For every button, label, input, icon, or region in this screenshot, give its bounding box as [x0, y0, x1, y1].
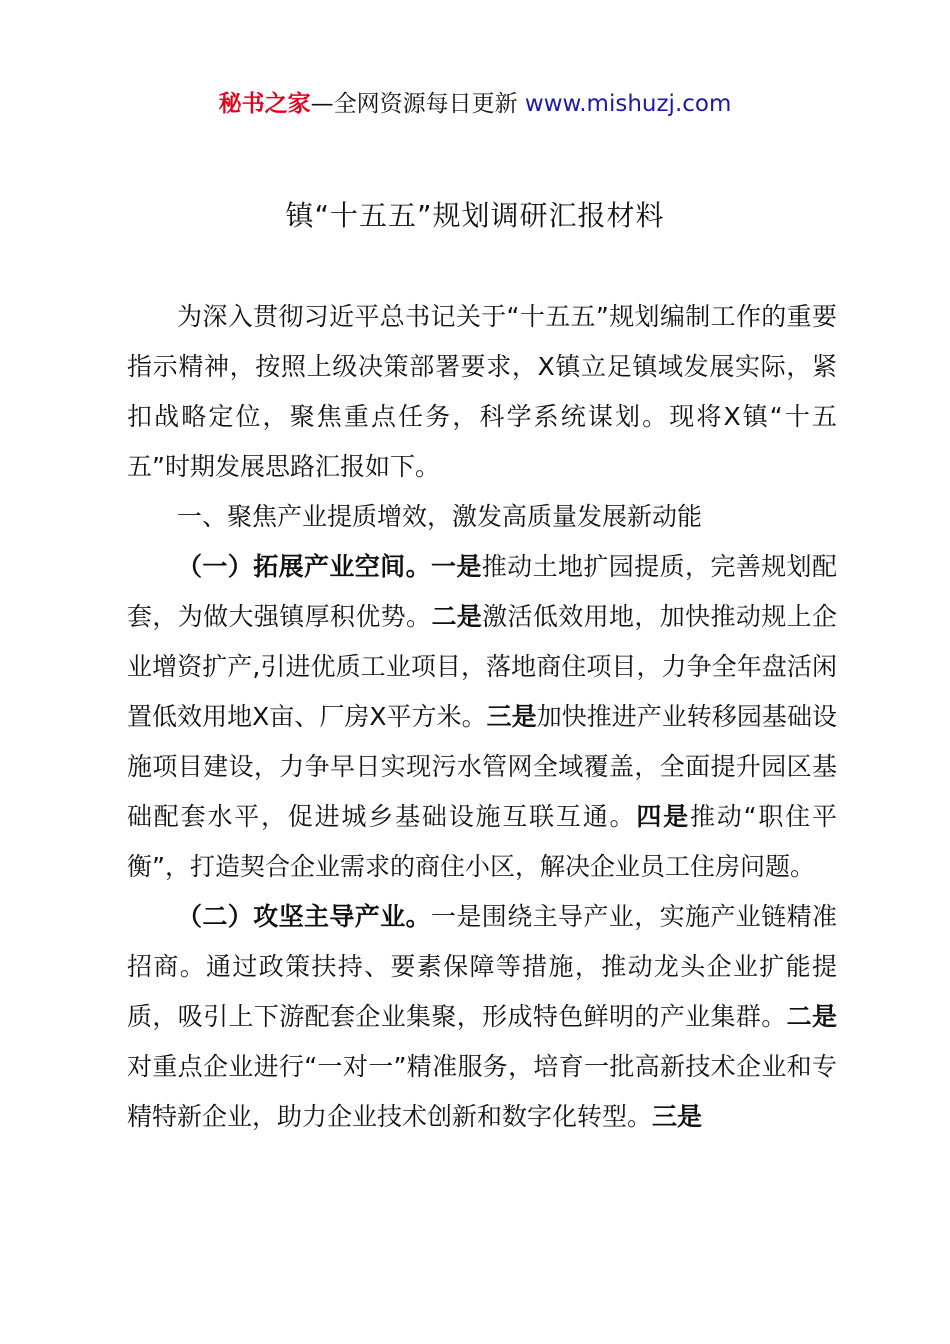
subsection-2-paragraph: [127, 892, 837, 1142]
section-heading: 一、聚焦产业提质增效，激发高质量发展新动能: [177, 502, 703, 531]
point-text: 加快推进产业转移园基础设施项目建设，力争早日实现污水管网全域覆盖，全面提升园区基础配套水平，促进城乡基础设施互联互通。: [127, 702, 837, 831]
point-marker: 三是: [652, 1102, 703, 1131]
point-text: 推动“职住平衡”，打造契合企业需求的商住小区，解决企业员工住房问题。: [127, 802, 837, 881]
subsection-1-label: （一）拓展产业空间。: [177, 552, 431, 581]
point-marker: 一是: [430, 552, 482, 581]
point-marker: 四是: [636, 802, 690, 831]
site-url[interactable]: www.mishuzj.com: [524, 91, 732, 117]
subsection-1-paragraph: [127, 542, 837, 892]
site-brand: 秘书之家: [218, 91, 311, 117]
point-marker: 二是: [431, 602, 483, 631]
point-text: 激活低效用地，加快推动规上企业增资扩产,引进优质工业项目，落地商住项目，力争全年盘活闲置低效用地X亩、厂房X平方米。: [127, 602, 837, 731]
document-title: 镇“十五五”规划调研汇报材料: [285, 199, 665, 232]
intro-paragraph: 为深入贯彻习近平总书记关于“十五五”规划编制工作的重要指示精神，按照上级决策部署要求，X镇立足镇域发展实际，紧扣战略定位，聚焦重点任务，科学系统谋划。现将X镇“十五五”时期发展思路汇报如下。: [127, 302, 837, 481]
site-header: [0, 88, 950, 120]
point-text: 推动土地扩园提质，完善规划配套，为做大强镇厚积优势。: [127, 552, 837, 631]
point-marker: 二是: [786, 1002, 837, 1031]
document-body: [127, 292, 837, 1142]
subsection-2-label: （二）攻坚主导产业。: [177, 902, 431, 931]
site-tagline: —全网资源每日更新: [310, 91, 525, 117]
point-text: 对重点企业进行“一对一”精准服务，培育一批高新技术企业和专精特新企业，助力企业技术创新和数字化转型。: [127, 1052, 837, 1131]
point-marker: 三是: [486, 702, 537, 731]
point-text: 一是围绕主导产业，实施产业链精准招商。通过政策扶持、要素保障等措施，推动龙头企业扩能提质，吸引上下游配套企业集聚，形成特色鲜明的产业集群。: [127, 902, 837, 1031]
